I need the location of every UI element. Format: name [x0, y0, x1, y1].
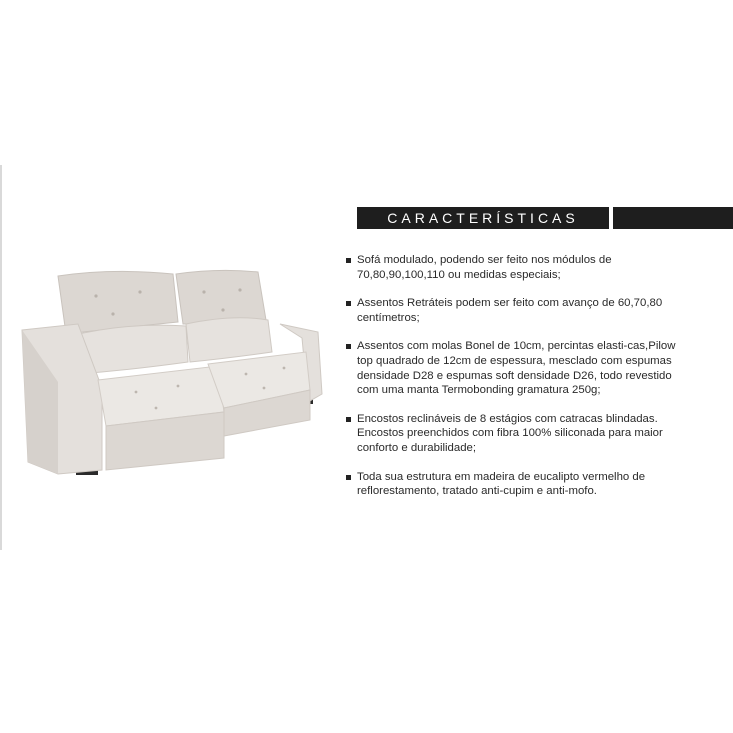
- section-header: [357, 207, 609, 229]
- bullet-square-icon: [346, 475, 351, 480]
- header-accent-bar: [613, 207, 733, 229]
- list-item: [346, 470, 691, 499]
- list-item: [346, 253, 691, 282]
- feature-text: Assentos Retráteis podem ser feito com avanço de 60,70,80 centímetros;: [357, 297, 663, 324]
- features-list: [346, 253, 691, 513]
- section-title: CARACTERÍSTICAS: [387, 210, 579, 226]
- sofa-image: [18, 262, 328, 487]
- list-item: [346, 296, 691, 325]
- bullet-square-icon: [346, 301, 351, 306]
- list-item: [346, 412, 691, 456]
- feature-text: Encostos reclináveis de 8 estágios com catracas blindadas. Encostos preenchidos com fibra 100% siliconada para maior conforto e durabilidade;: [357, 412, 663, 454]
- bullet-square-icon: [346, 258, 351, 263]
- bullet-square-icon: [346, 344, 351, 349]
- list-item: [346, 339, 691, 397]
- left-divider: [0, 165, 2, 550]
- feature-text: Assentos com molas Bonel de 10cm, percintas elasti-cas,Pilow top quadrado de 12cm de espessura, mesclado com espumas densidade D28 e espumas soft densidade D26, todo revestido com uma manta Termobonding gramatura 250g;: [357, 340, 676, 397]
- feature-text: Toda sua estrutura em madeira de eucalipto vermelho de reflorestamento, tratado anti-cupim e anti-mofo.: [357, 470, 646, 498]
- feature-text: Sofá modulado, podendo ser feito nos módulos de 70,80,90,100,110 ou medidas especiais;: [357, 254, 612, 281]
- bullet-square-icon: [346, 417, 351, 422]
